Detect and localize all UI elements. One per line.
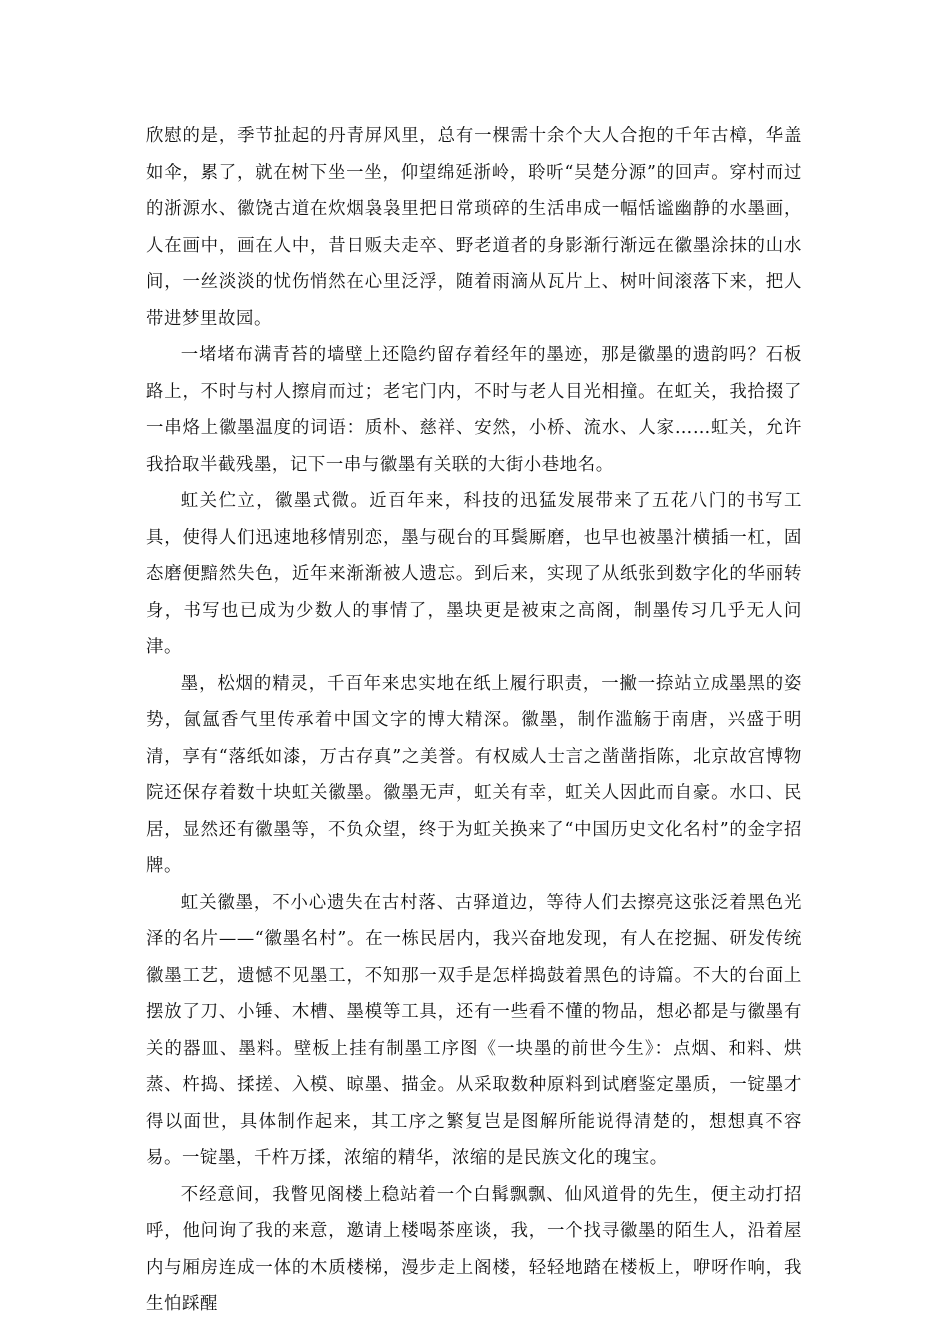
paragraph-5: 虹关徽墨，不小心遗失在古村落、古驿道边，等待人们去擦亮这张泛着黑色光泽的名片——“徽墨名村”。在一栋民居内，我兴奋地发现，有人在挖掘、研发传统徽墨工艺，遗憾不见墨工，不知那一双手是怎样捣鼓着黑色的诗篇。不大的台面上摆放了刀、小锤、木槽、墨模等工具，还有一些看不懂的物品，想必都是与徽墨有关的器皿、墨料。壁板上挂有制墨工序图《一块墨的前世今生》：点烟、和料、烘蒸、杵捣、揉搓、入模、晾墨、描金。从采取数种原料到试磨鉴定墨质，一锭墨才得以面世，具体制作起来，其工序之繁复岂是图解所能说得清楚的，想想真不容易。一锭墨，千杵万揉，浓缩的精华，浓缩的是民族文化的瑰宝。	[146, 892, 802, 1168]
paragraph-2: 一堵堵布满青苔的墙壁上还隐约留存着经年的墨迹，那是徽墨的遗韵吗？石板路上，不时与村人擦肩而过；老宅门内，不时与老人目光相撞。在虹关，我拾掇了一串烙上徽墨温度的词语：质朴、慈祥、安然，小桥、流水、人家……虹关，允许我拾取半截残墨，记下一串与徽墨有关联的大街小巷地名。	[146, 345, 802, 475]
paragraph-6: 不经意间，我瞥见阁楼上稳站着一个白髯飘飘、仙风道骨的先生，便主动打招呼，他问询了我的来意，邀请上楼喝茶座谈，我，一个找寻徽墨的陌生人，沿着屋内与厢房连成一体的木质楼梯，漫步走上阁楼，轻轻地踏在楼板上，咿呀作响，我生怕踩醒	[146, 1184, 802, 1314]
paragraph-4: 墨，松烟的精灵，千百年来忠实地在纸上履行职责，一撇一捺站立成墨黑的姿势，氤氲香气里传承着中国文字的博大精深。徽墨，制作滥觞于南唐，兴盛于明清，享有“落纸如漆，万古存真”之美誉。有权威人士言之凿凿指陈，北京故宫博物院还保存着数十块虹关徽墨。徽墨无声，虹关有幸，虹关人因此而自豪。水口、民居，显然还有徽墨等，不负众望，终于为虹关换来了“中国历史文化名村”的金字招牌。	[146, 673, 802, 876]
article-body	[146, 118, 802, 1323]
paragraph-3: 虹关伫立，徽墨式微。近百年来，科技的迅猛发展带来了五花八门的书写工具，使得人们迅速地移情别恋，墨与砚台的耳鬓厮磨，也早也被墨汁横插一杠，固态磨便黯然失色，近年来渐渐被人遗忘。到后来，实现了从纸张到数字化的华丽转身，书写也已成为少数人的事情了，墨块更是被束之高阁，制墨传习几乎无人问津。	[146, 491, 802, 657]
paragraph-1: 欣慰的是，季节扯起的丹青屏风里，总有一棵需十余个大人合抱的千年古樟，华盖如伞，累了，就在树下坐一坐，仰望绵延浙岭，聆听“吴楚分源”的回声。穿村而过的浙源水、徽饶古道在炊烟袅袅里把日常琐碎的生活串成一幅恬谧幽静的水墨画，人在画中，画在人中，昔日贩夫走卒、野老道者的身影渐行渐远在徽墨涂抹的山水间，一丝淡淡的忧伤悄然在心里泛浮，随着雨滴从瓦片上、树叶间滚落下来，把人带进梦里故园。	[146, 126, 802, 329]
